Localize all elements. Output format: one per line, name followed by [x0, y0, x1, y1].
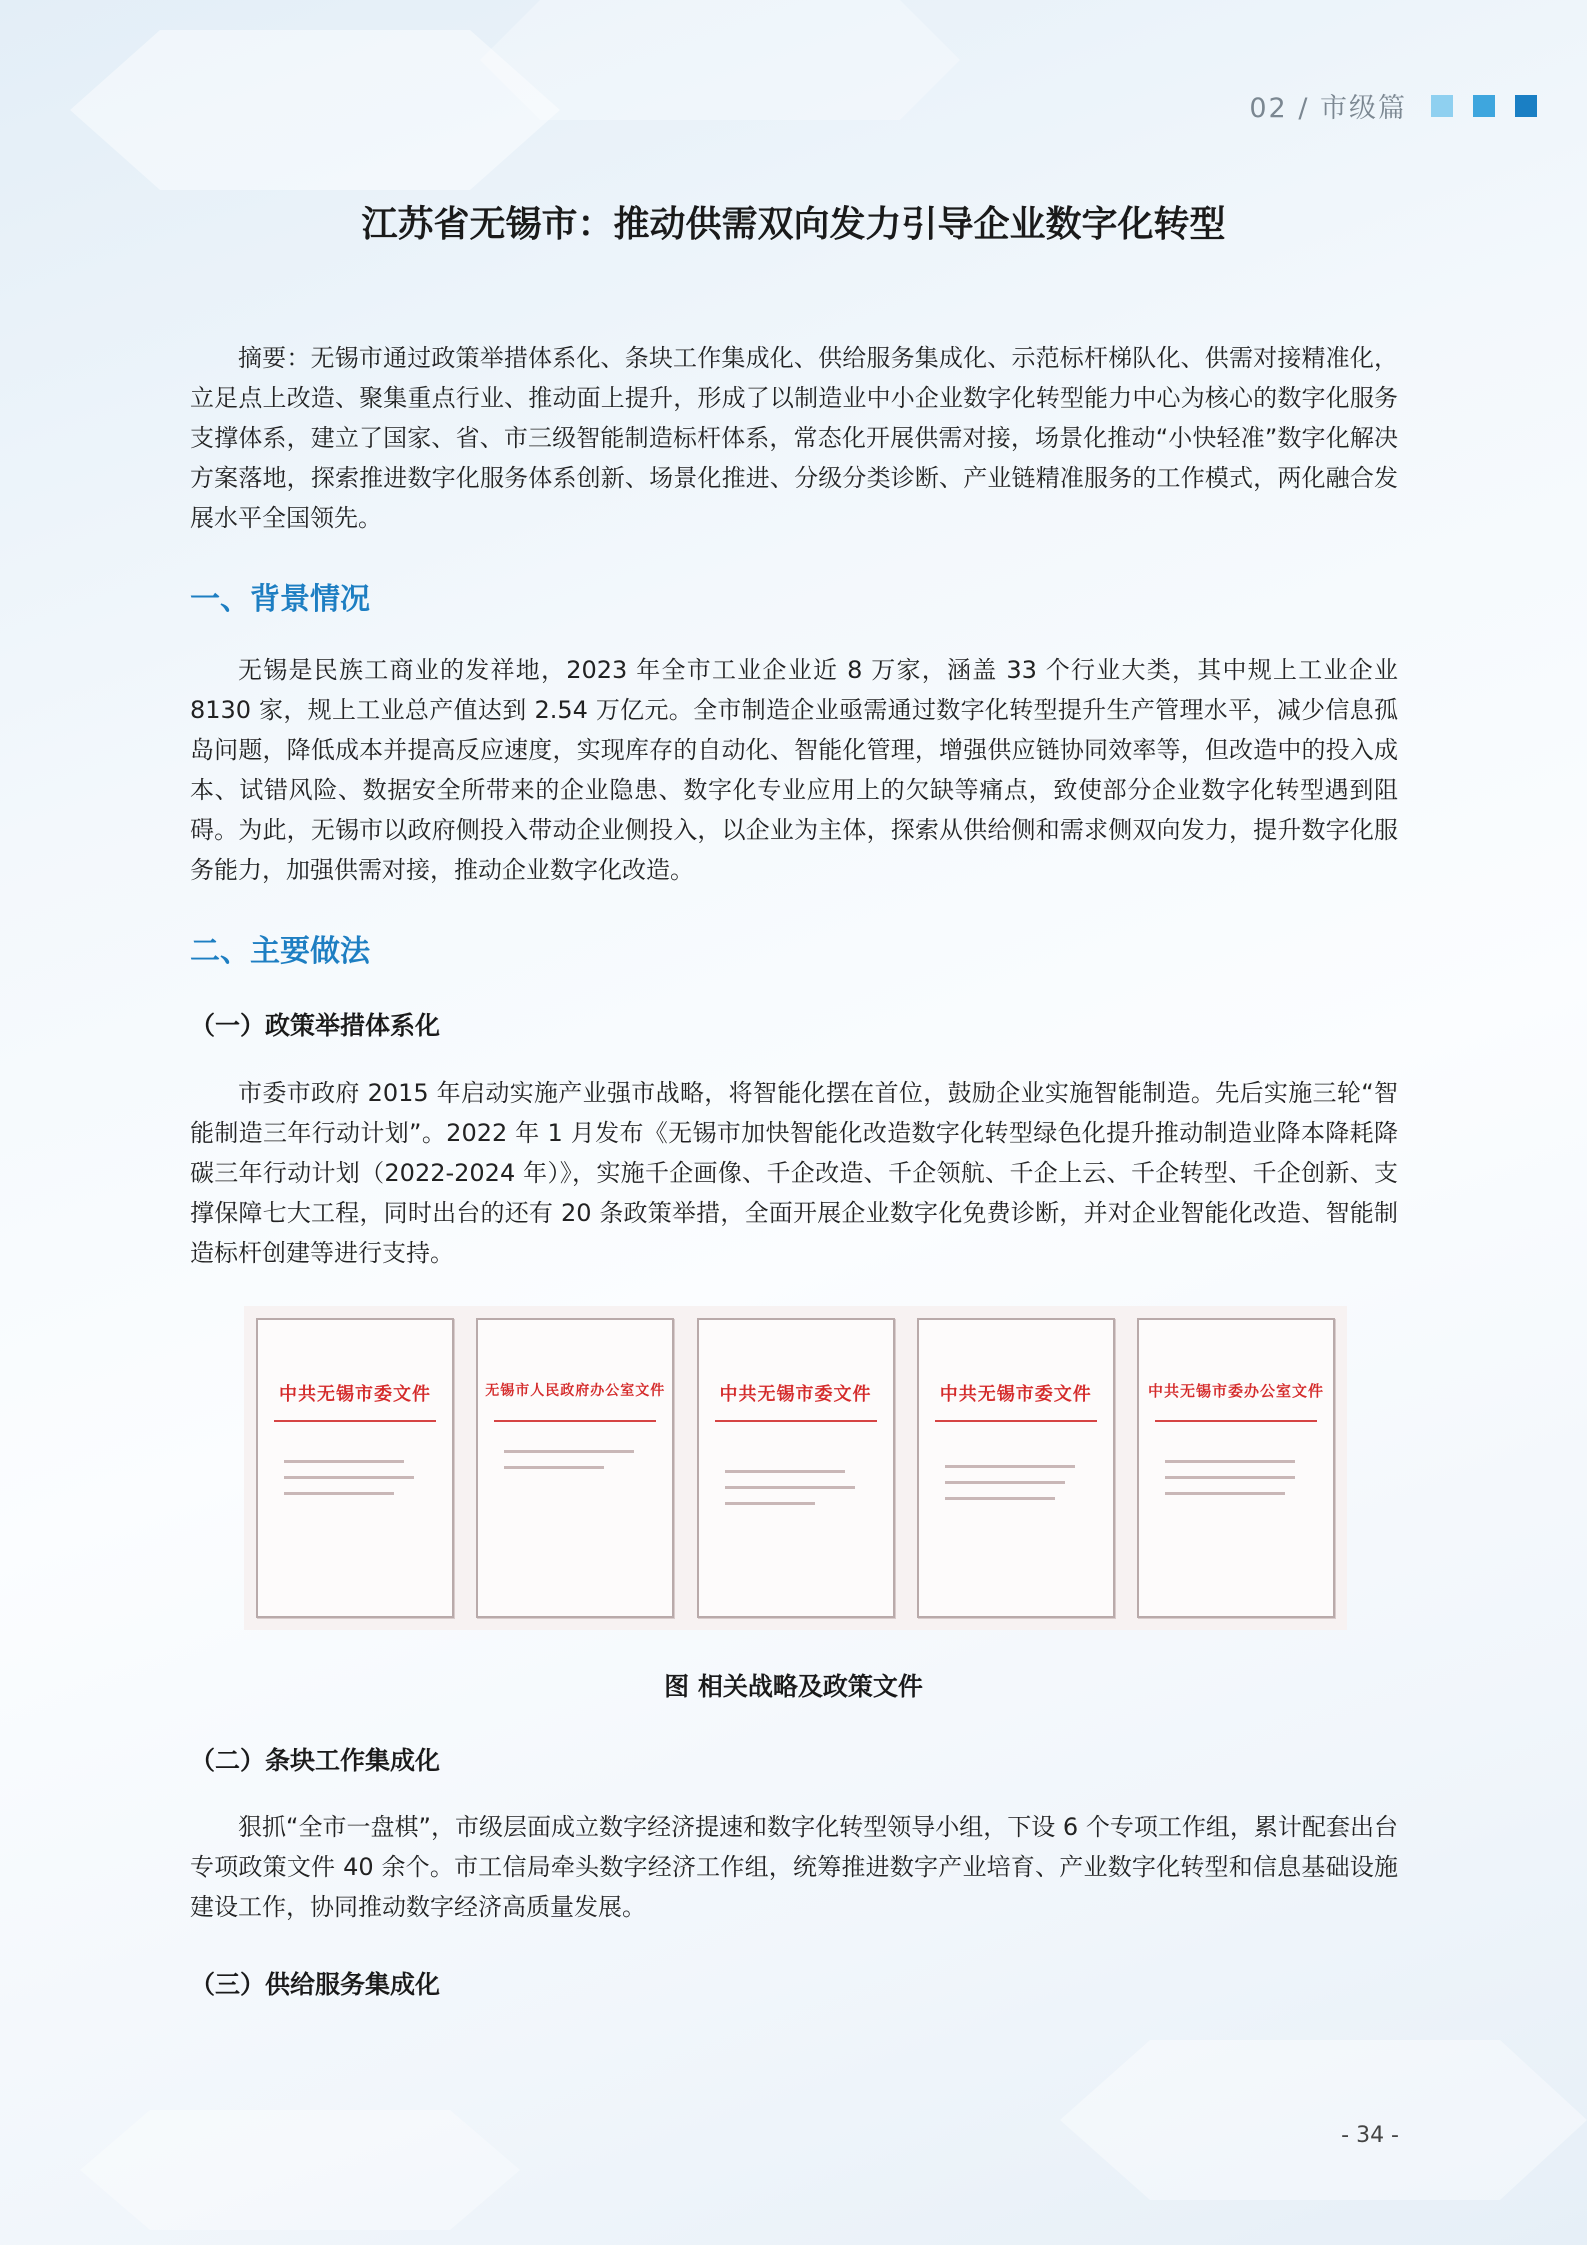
policy-document-image — [476, 1318, 674, 1618]
square-icon — [1473, 95, 1495, 117]
section-tag-squares — [1431, 95, 1537, 117]
square-icon — [1431, 95, 1453, 117]
coordination-paragraph: 狠抓“全市一盘棋”，市级层面成立数字经济提速和数字化转型领导小组，下设 6 个专项工作组，累计配套出台专项政策文件 40 余个。市工信局牵头数字经济工作组，统筹推进数字产业培育、产业数字化转型和信息基础设施建设工作，协同推动数字经济高质量发展。 — [190, 1813, 1398, 1921]
policy-block — [190, 1073, 1398, 1273]
section-heading-measures: 二、主要做法 — [190, 934, 370, 969]
section-tag-text: 02 / 市级篇 — [1249, 93, 1407, 124]
abstract-paragraph: 摘要：无锡市通过政策举措体系化、条块工作集成化、供给服务集成化、示范标杆梯队化、供需对接精准化，立足点上改造、聚集重点行业、推动面上提升，形成了以制造业中小企业数字化转型能力中心为核心的数字化服务支撑体系，建立了国家、省、市三级智能制造标杆体系，常态化开展供需对接，场景化推动“小快轻准”数字化解决方案落地，探索推进数字化服务体系创新、场景化推进、分级分类诊断、产业链精准服务的工作模式，两化融合发展水平全国领先。 — [190, 344, 1398, 532]
background-block — [190, 650, 1398, 890]
subsection-heading-coordination: （二）条块工作集成化 — [190, 1746, 441, 1775]
abstract-block — [190, 338, 1398, 538]
policy-document-image — [256, 1318, 454, 1618]
policy-document-image — [697, 1318, 895, 1618]
square-icon — [1515, 95, 1537, 117]
document-header: 中共无锡市委文件 — [719, 1384, 872, 1405]
figure-caption: 图 相关战略及政策文件 — [664, 1672, 923, 1701]
document-header: 中共无锡市委文件 — [939, 1384, 1092, 1405]
policy-document-image — [1137, 1318, 1335, 1618]
page-title: 江苏省无锡市：推动供需双向发力引导企业数字化转型 — [361, 204, 1226, 245]
policy-paragraph: 市委市政府 2015 年启动实施产业强市战略，将智能化摆在首位，鼓励企业实施智能制造。先后实施三轮“智能制造三年行动计划”。2022 年 1 月发布《无锡市加快智能化改造数字化转型绿色化提升推动制造业降本降耗降碳三年行动计划（2022-2024 年）》，实施千企画像、千企改造、千企领航、千企上云、千企转型、千企创新、支撑保障七大工程，同时出台的还有 20 条政策举措，全面开展企业数字化免费诊断，并对企业智能化改造、智能制造标杆创建等进行支持。 — [190, 1079, 1398, 1267]
section-heading-background: 一、背景情况 — [190, 582, 370, 617]
document-header: 无锡市人民政府办公室文件 — [485, 1383, 666, 1399]
section-tag — [1249, 86, 1537, 125]
document-header: 中共无锡市委文件 — [279, 1384, 431, 1405]
policy-document-image — [917, 1318, 1115, 1618]
page-number: - 34 - — [1341, 2123, 1399, 2148]
policy-documents-figure — [244, 1306, 1347, 1630]
subsection-heading-policy: （一）政策举措体系化 — [190, 1011, 441, 1040]
document-header: 中共无锡市委办公室文件 — [1147, 1382, 1324, 1400]
coordination-block — [190, 1807, 1398, 1927]
subsection-heading-supply: （三）供给服务集成化 — [190, 1970, 441, 1999]
background-paragraph: 无锡是民族工商业的发祥地，2023 年全市工业企业近 8 万家，涵盖 33 个行业大类，其中规上工业企业 8130 家，规上工业总产值达到 2.54 万亿元。全市制造企业亟需通过数字化转型提升生产管理水平，减少信息孤岛问题，降低成本并提高反应速度，实现库存的自动化、智能化管理，增强供应链协同效率等，但改造中的投入成本、试错风险、数据安全所带来的企业隐患、数字化专业应用上的欠缺等痛点，致使部分企业数字化转型遇到阻碍。为此，无锡市以政府侧投入带动企业侧投入，以企业为主体，探索从供给侧和需求侧双向发力，提升数字化服务能力，加强供需对接，推动企业数字化改造。 — [190, 656, 1398, 884]
